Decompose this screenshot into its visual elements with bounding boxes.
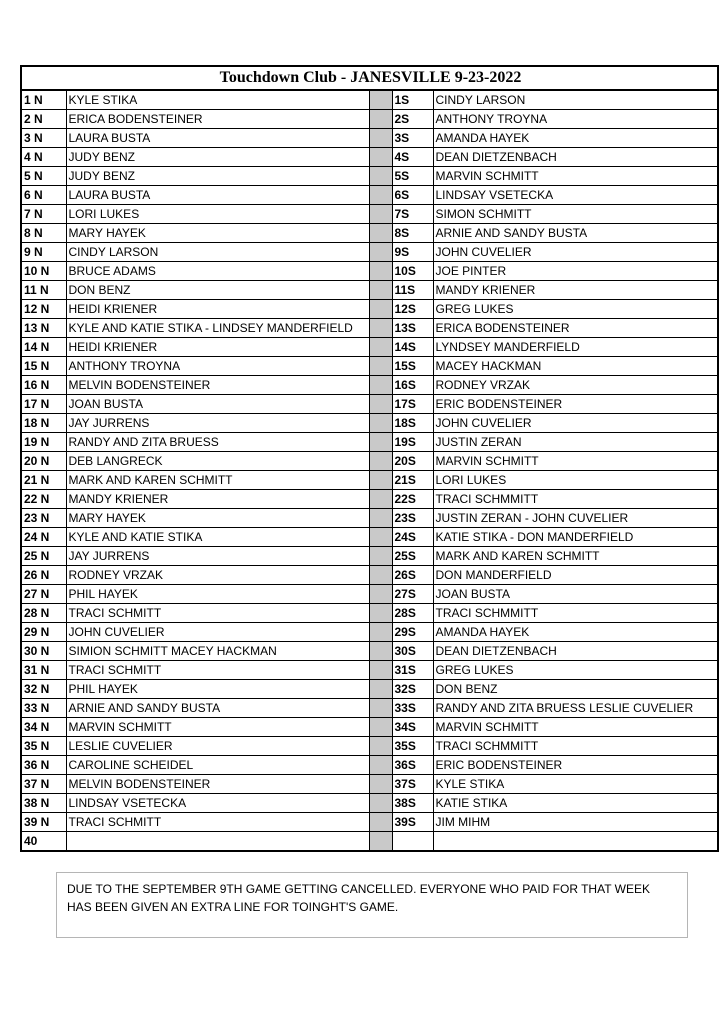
north-name: MARY HAYEK <box>66 224 369 243</box>
north-number: 31 N <box>21 661 66 680</box>
table-row <box>21 224 718 243</box>
divider-cell <box>369 395 392 414</box>
north-number: 12 N <box>21 300 66 319</box>
north-name: MARVIN SCHMITT <box>66 718 369 737</box>
north-number: 25 N <box>21 547 66 566</box>
north-name: KYLE AND KATIE STIKA <box>66 528 369 547</box>
table-row <box>21 528 718 547</box>
north-name: CAROLINE SCHEIDEL <box>66 756 369 775</box>
divider-cell <box>369 414 392 433</box>
north-name: LAURA BUSTA <box>66 129 369 148</box>
divider-cell <box>369 718 392 737</box>
table-row <box>21 281 718 300</box>
north-number: 16 N <box>21 376 66 395</box>
table-row <box>21 585 718 604</box>
north-name: TRACI SCHMITT <box>66 661 369 680</box>
north-name: KYLE STIKA <box>66 90 369 110</box>
north-name: JAY JURRENS <box>66 414 369 433</box>
north-name: DEB LANGRECK <box>66 452 369 471</box>
north-number: 30 N <box>21 642 66 661</box>
south-name: JOHN CUVELIER <box>433 414 718 433</box>
south-name: TRACI SCHMMITT <box>433 490 718 509</box>
north-name: LAURA BUSTA <box>66 186 369 205</box>
table-row <box>21 338 718 357</box>
north-name: JUDY BENZ <box>66 167 369 186</box>
divider-cell <box>369 775 392 794</box>
south-name: KYLE STIKA <box>433 775 718 794</box>
table-row <box>21 661 718 680</box>
south-number: 11S <box>392 281 433 300</box>
north-name: LESLIE CUVELIER <box>66 737 369 756</box>
divider-cell <box>369 699 392 718</box>
south-number: 32S <box>392 680 433 699</box>
south-number: 9S <box>392 243 433 262</box>
north-name: PHIL HAYEK <box>66 585 369 604</box>
table-row <box>21 680 718 699</box>
south-name: MARVIN SCHMITT <box>433 452 718 471</box>
south-number: 20S <box>392 452 433 471</box>
north-name: TRACI SCHMITT <box>66 813 369 832</box>
table-row <box>21 148 718 167</box>
divider-cell <box>369 262 392 281</box>
south-number: 38S <box>392 794 433 813</box>
north-name: SIMION SCHMITT MACEY HACKMAN <box>66 642 369 661</box>
south-number: 21S <box>392 471 433 490</box>
south-name: JOAN BUSTA <box>433 585 718 604</box>
north-number: 29 N <box>21 623 66 642</box>
south-name: DEAN DIETZENBACH <box>433 642 718 661</box>
table-row <box>21 243 718 262</box>
south-number: 37S <box>392 775 433 794</box>
north-number: 1 N <box>21 90 66 110</box>
north-number: 28 N <box>21 604 66 623</box>
south-name: GREG LUKES <box>433 300 718 319</box>
title-row <box>21 66 718 90</box>
south-name: AMANDA HAYEK <box>433 623 718 642</box>
north-number: 23 N <box>21 509 66 528</box>
divider-cell <box>369 300 392 319</box>
south-number: 35S <box>392 737 433 756</box>
divider-cell <box>369 737 392 756</box>
north-name: JOHN CUVELIER <box>66 623 369 642</box>
north-number: 27 N <box>21 585 66 604</box>
north-number: 5 N <box>21 167 66 186</box>
south-number: 6S <box>392 186 433 205</box>
notice-box <box>56 872 688 938</box>
table-row <box>21 395 718 414</box>
south-number: 28S <box>392 604 433 623</box>
south-number: 39S <box>392 813 433 832</box>
south-number: 27S <box>392 585 433 604</box>
divider-cell <box>369 224 392 243</box>
north-number: 18 N <box>21 414 66 433</box>
north-name: DON BENZ <box>66 281 369 300</box>
north-number: 11 N <box>21 281 66 300</box>
divider-cell <box>369 661 392 680</box>
north-number: 20 N <box>21 452 66 471</box>
table-row <box>21 471 718 490</box>
north-name: JUDY BENZ <box>66 148 369 167</box>
south-name: JOE PINTER <box>433 262 718 281</box>
north-number: 26 N <box>21 566 66 585</box>
table-row <box>21 718 718 737</box>
north-name: JAY JURRENS <box>66 547 369 566</box>
south-name: RANDY AND ZITA BRUESS LESLIE CUVELIER <box>433 699 718 718</box>
divider-cell <box>369 528 392 547</box>
table-row <box>21 414 718 433</box>
divider-cell <box>369 794 392 813</box>
touchdown-club-table <box>20 65 719 852</box>
table-row <box>21 110 718 129</box>
north-name: HEIDI KRIENER <box>66 338 369 357</box>
divider-cell <box>369 205 392 224</box>
north-number: 10 N <box>21 262 66 281</box>
north-number: 36 N <box>21 756 66 775</box>
table-row <box>21 357 718 376</box>
north-name: MELVIN BODENSTEINER <box>66 775 369 794</box>
south-number: 10S <box>392 262 433 281</box>
north-number: 32 N <box>21 680 66 699</box>
south-name: DON MANDERFIELD <box>433 566 718 585</box>
south-name: ANTHONY TROYNA <box>433 110 718 129</box>
south-name: DON BENZ <box>433 680 718 699</box>
south-name: ARNIE AND SANDY BUSTA <box>433 224 718 243</box>
table-row <box>21 300 718 319</box>
north-name: ANTHONY TROYNA <box>66 357 369 376</box>
divider-cell <box>369 281 392 300</box>
table-row <box>21 376 718 395</box>
south-name: TRACI SCHMMITT <box>433 737 718 756</box>
divider-cell <box>369 680 392 699</box>
north-name: RANDY AND ZITA BRUESS <box>66 433 369 452</box>
north-number: 3 N <box>21 129 66 148</box>
south-number: 24S <box>392 528 433 547</box>
divider-cell <box>369 148 392 167</box>
north-number: 2 N <box>21 110 66 129</box>
notice-text: DUE TO THE SEPTEMBER 9TH GAME GETTING CANCELLED. EVERYONE WHO PAID FOR THAT WEEK HAS BEEN GIVEN AN EXTRA LINE FOR TOINGHT'S GAME. <box>67 882 650 914</box>
north-name: MELVIN BODENSTEINER <box>66 376 369 395</box>
divider-cell <box>369 471 392 490</box>
table-row <box>21 775 718 794</box>
south-name: SIMON SCHMITT <box>433 205 718 224</box>
table-row <box>21 699 718 718</box>
south-number: 29S <box>392 623 433 642</box>
north-name: ARNIE AND SANDY BUSTA <box>66 699 369 718</box>
table-row <box>21 129 718 148</box>
table-row <box>21 433 718 452</box>
south-number <box>392 832 433 852</box>
divider-cell <box>369 243 392 262</box>
south-name: JOHN CUVELIER <box>433 243 718 262</box>
north-name: TRACI SCHMITT <box>66 604 369 623</box>
table-row <box>21 262 718 281</box>
divider-cell <box>369 509 392 528</box>
south-name: MACEY HACKMAN <box>433 357 718 376</box>
south-name: KATIE STIKA <box>433 794 718 813</box>
south-number: 15S <box>392 357 433 376</box>
north-name: LORI LUKES <box>66 205 369 224</box>
north-name: PHIL HAYEK <box>66 680 369 699</box>
south-name: ERIC BODENSTEINER <box>433 395 718 414</box>
south-number: 19S <box>392 433 433 452</box>
south-number: 8S <box>392 224 433 243</box>
north-number: 39 N <box>21 813 66 832</box>
table-row <box>21 566 718 585</box>
divider-cell <box>369 186 392 205</box>
south-number: 36S <box>392 756 433 775</box>
table-row <box>21 756 718 775</box>
north-number: 8 N <box>21 224 66 243</box>
south-number: 3S <box>392 129 433 148</box>
divider-cell <box>369 452 392 471</box>
south-number: 31S <box>392 661 433 680</box>
south-name: GREG LUKES <box>433 661 718 680</box>
north-name: MANDY KRIENER <box>66 490 369 509</box>
divider-cell <box>369 832 392 852</box>
north-name: HEIDI KRIENER <box>66 300 369 319</box>
north-name <box>66 832 369 852</box>
table-row <box>21 832 718 852</box>
table-row <box>21 813 718 832</box>
north-number: 37 N <box>21 775 66 794</box>
divider-cell <box>369 642 392 661</box>
north-number: 14 N <box>21 338 66 357</box>
divider-cell <box>369 490 392 509</box>
divider-cell <box>369 338 392 357</box>
table-row <box>21 205 718 224</box>
north-number: 7 N <box>21 205 66 224</box>
divider-cell <box>369 604 392 623</box>
south-name: KATIE STIKA - DON MANDERFIELD <box>433 528 718 547</box>
south-name: ERICA BODENSTEINER <box>433 319 718 338</box>
divider-cell <box>369 813 392 832</box>
south-number: 13S <box>392 319 433 338</box>
south-name: JIM MIHM <box>433 813 718 832</box>
south-number: 16S <box>392 376 433 395</box>
north-name: MARY HAYEK <box>66 509 369 528</box>
south-number: 12S <box>392 300 433 319</box>
north-number: 9 N <box>21 243 66 262</box>
south-number: 2S <box>392 110 433 129</box>
north-number: 22 N <box>21 490 66 509</box>
table-row <box>21 794 718 813</box>
north-name: BRUCE ADAMS <box>66 262 369 281</box>
south-number: 1S <box>392 90 433 110</box>
south-name: MANDY KRIENER <box>433 281 718 300</box>
divider-cell <box>369 433 392 452</box>
south-name: LYNDSEY MANDERFIELD <box>433 338 718 357</box>
north-number: 40 <box>21 832 66 852</box>
south-number: 4S <box>392 148 433 167</box>
north-number: 21 N <box>21 471 66 490</box>
divider-cell <box>369 129 392 148</box>
divider-cell <box>369 167 392 186</box>
north-number: 38 N <box>21 794 66 813</box>
north-number: 17 N <box>21 395 66 414</box>
south-name: CINDY LARSON <box>433 90 718 110</box>
divider-cell <box>369 357 392 376</box>
south-number: 23S <box>392 509 433 528</box>
table-row <box>21 547 718 566</box>
south-name: MARVIN SCHMITT <box>433 718 718 737</box>
south-name: JUSTIN ZERAN <box>433 433 718 452</box>
south-number: 26S <box>392 566 433 585</box>
north-number: 4 N <box>21 148 66 167</box>
table-row <box>21 186 718 205</box>
south-name: JUSTIN ZERAN - JOHN CUVELIER <box>433 509 718 528</box>
north-number: 34 N <box>21 718 66 737</box>
north-name: CINDY LARSON <box>66 243 369 262</box>
north-number: 35 N <box>21 737 66 756</box>
table-row <box>21 642 718 661</box>
south-number: 22S <box>392 490 433 509</box>
south-name: MARVIN SCHMITT <box>433 167 718 186</box>
divider-cell <box>369 319 392 338</box>
south-name: RODNEY VRZAK <box>433 376 718 395</box>
south-number: 17S <box>392 395 433 414</box>
north-name: ERICA BODENSTEINER <box>66 110 369 129</box>
south-name: LORI LUKES <box>433 471 718 490</box>
north-name: KYLE AND KATIE STIKA - LINDSEY MANDERFIELD <box>66 319 369 338</box>
table-row <box>21 90 718 110</box>
divider-cell <box>369 566 392 585</box>
divider-cell <box>369 547 392 566</box>
south-name: DEAN DIETZENBACH <box>433 148 718 167</box>
north-number: 24 N <box>21 528 66 547</box>
table-row <box>21 737 718 756</box>
north-name: MARK AND KAREN SCHMITT <box>66 471 369 490</box>
divider-cell <box>369 756 392 775</box>
north-number: 6 N <box>21 186 66 205</box>
south-number: 18S <box>392 414 433 433</box>
divider-cell <box>369 585 392 604</box>
table-row <box>21 167 718 186</box>
south-name: AMANDA HAYEK <box>433 129 718 148</box>
south-number: 5S <box>392 167 433 186</box>
table-row <box>21 623 718 642</box>
table-row <box>21 604 718 623</box>
table-row <box>21 490 718 509</box>
south-name: ERIC BODENSTEINER <box>433 756 718 775</box>
south-number: 34S <box>392 718 433 737</box>
north-name: RODNEY VRZAK <box>66 566 369 585</box>
south-number: 33S <box>392 699 433 718</box>
south-name: MARK AND KAREN SCHMITT <box>433 547 718 566</box>
divider-cell <box>369 110 392 129</box>
north-number: 13 N <box>21 319 66 338</box>
table-row <box>21 319 718 338</box>
table-row <box>21 452 718 471</box>
table-row <box>21 509 718 528</box>
north-number: 19 N <box>21 433 66 452</box>
divider-cell <box>369 623 392 642</box>
north-name: JOAN BUSTA <box>66 395 369 414</box>
south-number: 25S <box>392 547 433 566</box>
north-number: 33 N <box>21 699 66 718</box>
south-number: 7S <box>392 205 433 224</box>
south-number: 30S <box>392 642 433 661</box>
north-number: 15 N <box>21 357 66 376</box>
north-name: LINDSAY VSETECKA <box>66 794 369 813</box>
south-name: TRACI SCHMMITT <box>433 604 718 623</box>
south-name <box>433 832 718 852</box>
page-title: Touchdown Club - JANESVILLE 9-23-2022 <box>21 66 718 90</box>
divider-cell <box>369 90 392 110</box>
divider-cell <box>369 376 392 395</box>
south-name: LINDSAY VSETECKA <box>433 186 718 205</box>
south-number: 14S <box>392 338 433 357</box>
